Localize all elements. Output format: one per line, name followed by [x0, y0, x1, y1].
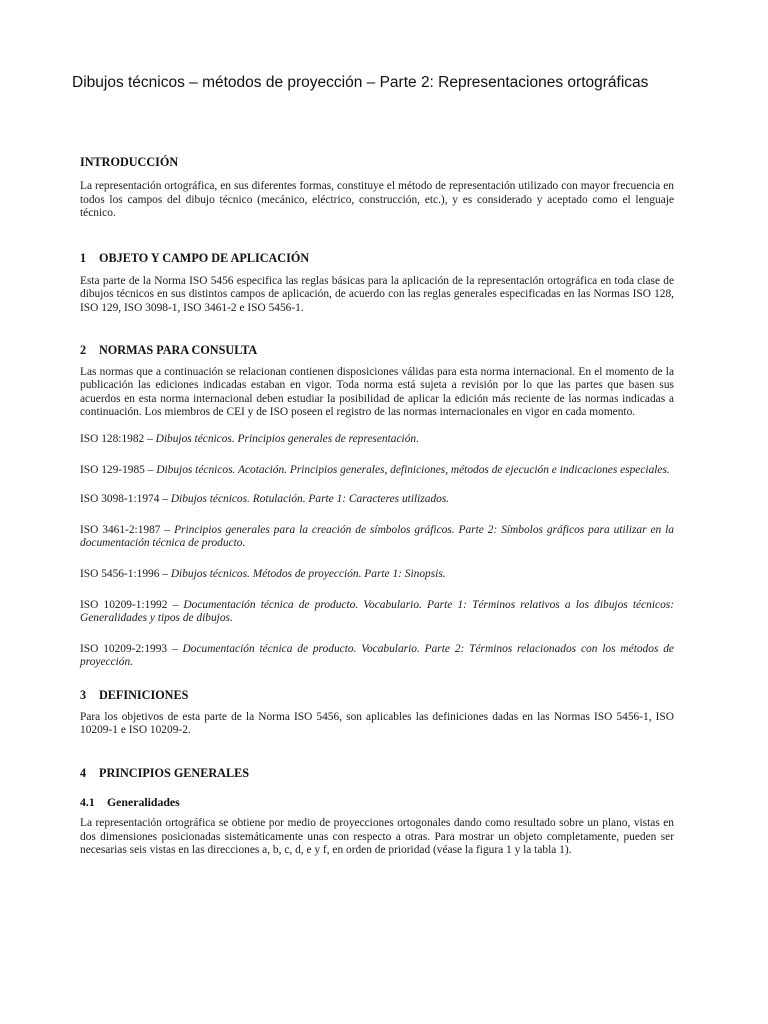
section-2-heading	[80, 343, 674, 358]
reference-item: ISO 128:1982 – Dibujos técnicos. Principios generales de representación.	[80, 432, 419, 445]
section-3-paragraph: Para los objetivos de esta parte de la Norma ISO 5456, son aplicables las definiciones dadas en las Normas ISO 5456-1, ISO 10209-1 e ISO 10209-2.	[80, 710, 674, 737]
section-2-paragraph: Las normas que a continuación se relacionan contienen disposiciones válidas para esta norma internacional. En el momento de la publicación las ediciones indicadas estaban en vigor. Toda norma está sujeta a revisión por lo que las partes que basen sus acuerdos en esta norma internacional deben estudiar la posibilidad de aplicar la edición más reciente de las normas indicadas a continuación. Los miembros de CEI y de ISO poseen el registro de las normas internacionales en vigor en cada momento.	[80, 365, 674, 419]
reference-item: ISO 5456-1:1996 – Dibujos técnicos. Métodos de proyección. Parte 1: Sinopsis.	[80, 567, 446, 580]
section-4-1-paragraph: La representación ortográfica se obtiene por medio de proyecciones ortogonales dando como resultado sobre un plano, vistas en dos dimensiones posicionadas sistemáticamente unas con respecto a otras. Para mostrar un objeto completamente, pueden ser necesarias seis vistas en las direcciones a, b, c, d, e y f, en orden de prioridad (véase la figura 1 y la tabla 1).	[80, 817, 674, 857]
reference-item: ISO 10209-2:1993 – Documentación técnica de producto. Vocabulario. Parte 2: Términos relacionados con los métodos de proyección.	[80, 642, 674, 669]
section-3-number: 3	[80, 687, 87, 702]
section-3-title: DEFINICIONES	[99, 687, 189, 702]
section-1-number: 1	[80, 250, 87, 265]
section-4-title: PRINCIPIOS GENERALES	[99, 766, 250, 781]
section-3-heading	[80, 688, 674, 703]
section-4-1-heading	[80, 795, 674, 810]
section-1-heading	[80, 251, 674, 266]
references-list	[80, 433, 674, 670]
section-4-1-title: Generalidades	[107, 795, 180, 810]
reference-item: ISO 10209-1:1992 – Documentación técnica de producto. Vocabulario. Parte 1: Términos relativos a los dibujos técnicos: Generalidades y tipos de dibujos.	[80, 598, 674, 625]
intro-paragraph: La representación ortográfica, en sus diferentes formas, constituye el método de representación utilizado con mayor frecuencia en todos los campos del dibujo técnico (mecánico, eléctrico, construcción, etc.), y es considerado y aceptado como el lenguaje técnico.	[80, 180, 674, 220]
section-4-heading	[80, 766, 674, 781]
section-2-number: 2	[80, 342, 87, 357]
section-1-title: OBJETO Y CAMPO DE APLICACIÓN	[99, 250, 310, 265]
section-4-1-number: 4.1	[80, 795, 95, 810]
document-body	[80, 150, 674, 858]
section-4-number: 4	[80, 766, 87, 781]
reference-item: ISO 3461-2:1987 – Principios generales para la creación de símbolos gráficos. Parte 2: Símbolos gráficos para utilizar en la documentación técnica de producto.	[80, 523, 675, 550]
intro-heading: INTRODUCCIÓN	[80, 155, 179, 169]
reference-item: ISO 129-1985 – Dibujos técnicos. Acotación. Principios generales, definiciones, métodos de ejecución e indicaciones especiales.	[80, 463, 670, 476]
reference-item: ISO 3098-1:1974 – Dibujos técnicos. Rotulación. Parte 1: Caracteres utilizados.	[80, 493, 450, 506]
page-title: Dibujos técnicos – métodos de proyección – Parte 2: Representaciones ortográficas	[72, 74, 649, 91]
section-1-paragraph: Esta parte de la Norma ISO 5456 especifica las reglas básicas para la aplicación de la representación ortográfica en toda clase de dibujos técnicos en sus distintos campos de aplicación, de acuerdo con las reglas generales especificadas en las Normas ISO 128, ISO 129, ISO 3098-1, ISO 3461-2 e ISO 5456-1.	[80, 274, 674, 314]
section-2-title: NORMAS PARA CONSULTA	[99, 342, 258, 357]
